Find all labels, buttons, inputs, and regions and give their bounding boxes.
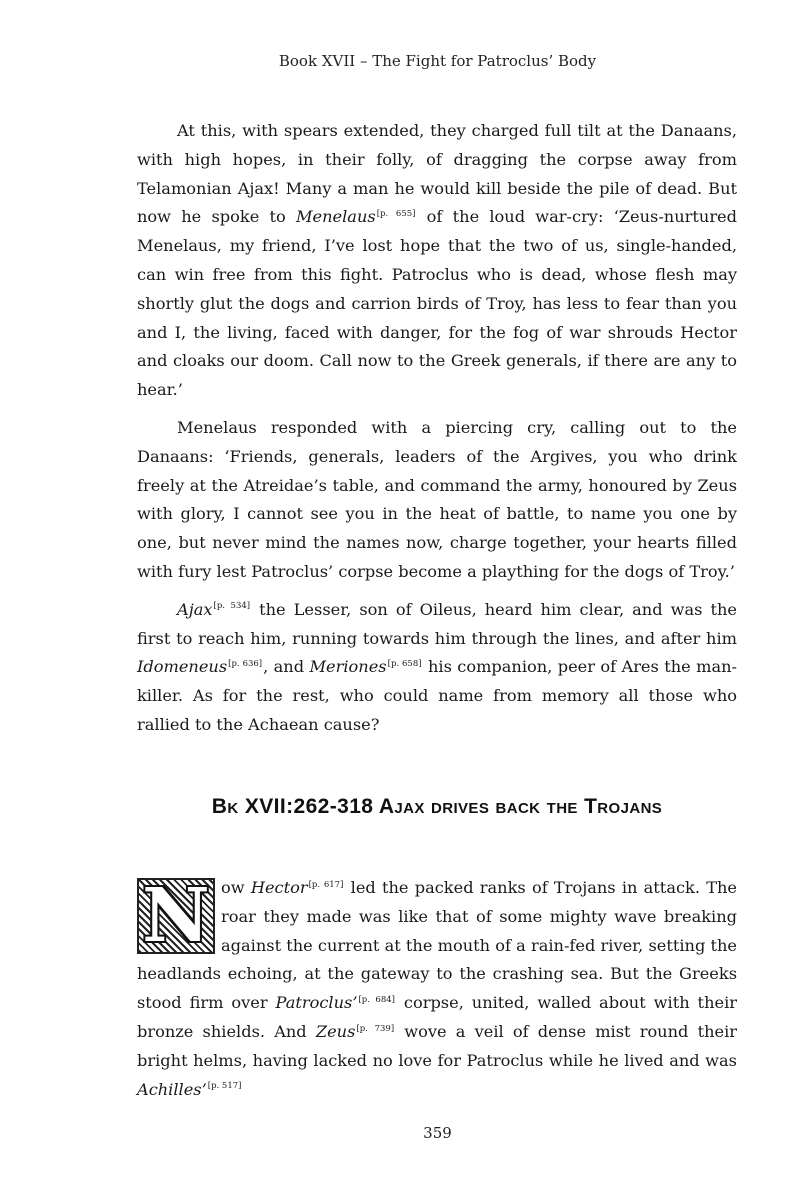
body-text — [137, 117, 737, 749]
name-idomeneus: Idomeneus — [137, 657, 228, 677]
paragraph-2: Menelaus responded with a piercing cry, calling out to the Danaans: ‘Friends, generals, leaders of the Argives, you who drink freely at the Atreidae’s table, and command the army, honoured by Zeus with glory, I cannot see you in the heat of battle, to name you one by one, but never mind the names now, charge together, your hearts filled with fury lest Patroclus’ corpse become a plaything for the dogs of Troy.’ — [137, 417, 737, 581]
section-heading: Bk XVII:262-318 Ajax drives back the Trojans — [211, 795, 663, 819]
running-head: Book XVII – The Fight for Patroclus’ Body — [278, 52, 597, 70]
page-ref-hector[interactable]: [p. 617] — [308, 879, 344, 890]
section-body — [137, 874, 737, 1113]
page-ref-patroclus[interactable]: [p. 684] — [358, 994, 395, 1005]
page-ref-zeus[interactable]: [p. 739] — [356, 1023, 395, 1034]
name-hector: Hector — [250, 878, 308, 897]
page-ref-ajax[interactable]: [p. 534] — [213, 601, 251, 612]
name-menelaus: Menelaus — [295, 207, 376, 227]
paragraph-1: At this, with spears extended, they charged full tilt at the Danaans, with high hopes, in their folly, of dragging the corpse away from Telamonian Ajax! Many a man he would kill beside the pile of dead. But now he spoke to Menelaus[p. 655] of the loud war-cry: ‘Zeus-nurtured Menelaus, my friend, I’ve lost hope that the two of us, single-handed, can win free from this fight. Patroclus who is dead, whose flesh may shortly glut the dogs and carrion birds of Troy, has less to fear than you and I, the living, faced with danger, for the fog of war shrouds Hector and cloaks our doom. Call now to the Greek generals, if there are any to hear.’ — [137, 121, 737, 400]
section-paragraph: N ow Hector[p. 617] led the packed ranks of Trojans in attack. The roar they made was like that of some mighty wave breaking against the current at the mouth of a rain-fed river, setting the headlands echoing, at the gateway to the crashing sea. But the Greeks stood firm over Patroclus’[p. 684] corpse, united, walled about with their bronze shields. And Zeus[p. 739] wove a veil of dense mist round their bright helms, having lacked no love for Patroclus while he lived and was Achilles’[p. 517] — [137, 873, 738, 1099]
name-meriones: Meriones — [309, 657, 387, 677]
page-ref-achilles[interactable]: [p. 517] — [207, 1081, 242, 1092]
name-zeus: Zeus — [315, 1021, 356, 1041]
page-ref-menelaus[interactable]: [p. 655] — [376, 209, 416, 219]
decorated-initial-icon: N — [137, 878, 215, 954]
page-ref-meriones[interactable]: [p. 658] — [387, 658, 422, 669]
page-number: 359 — [423, 1124, 452, 1142]
page-ref-idomeneus[interactable]: [p. 636] — [228, 658, 263, 669]
paragraph-3: Ajax[p. 534] the Lesser, son of Oileus, heard him clear, and was the first to reach him, running towards him through the lines, and after him Idomeneus[p. 636], and Meriones[p. 658] his companion, peer of Ares the man-killer. As for the rest, who could name from memory all those who rallied to the Achaean cause? — [137, 599, 737, 734]
name-patroclus: Patroclus’ — [275, 993, 358, 1013]
name-achilles: Achilles’ — [137, 1079, 207, 1099]
name-ajax: Ajax — [177, 599, 213, 619]
